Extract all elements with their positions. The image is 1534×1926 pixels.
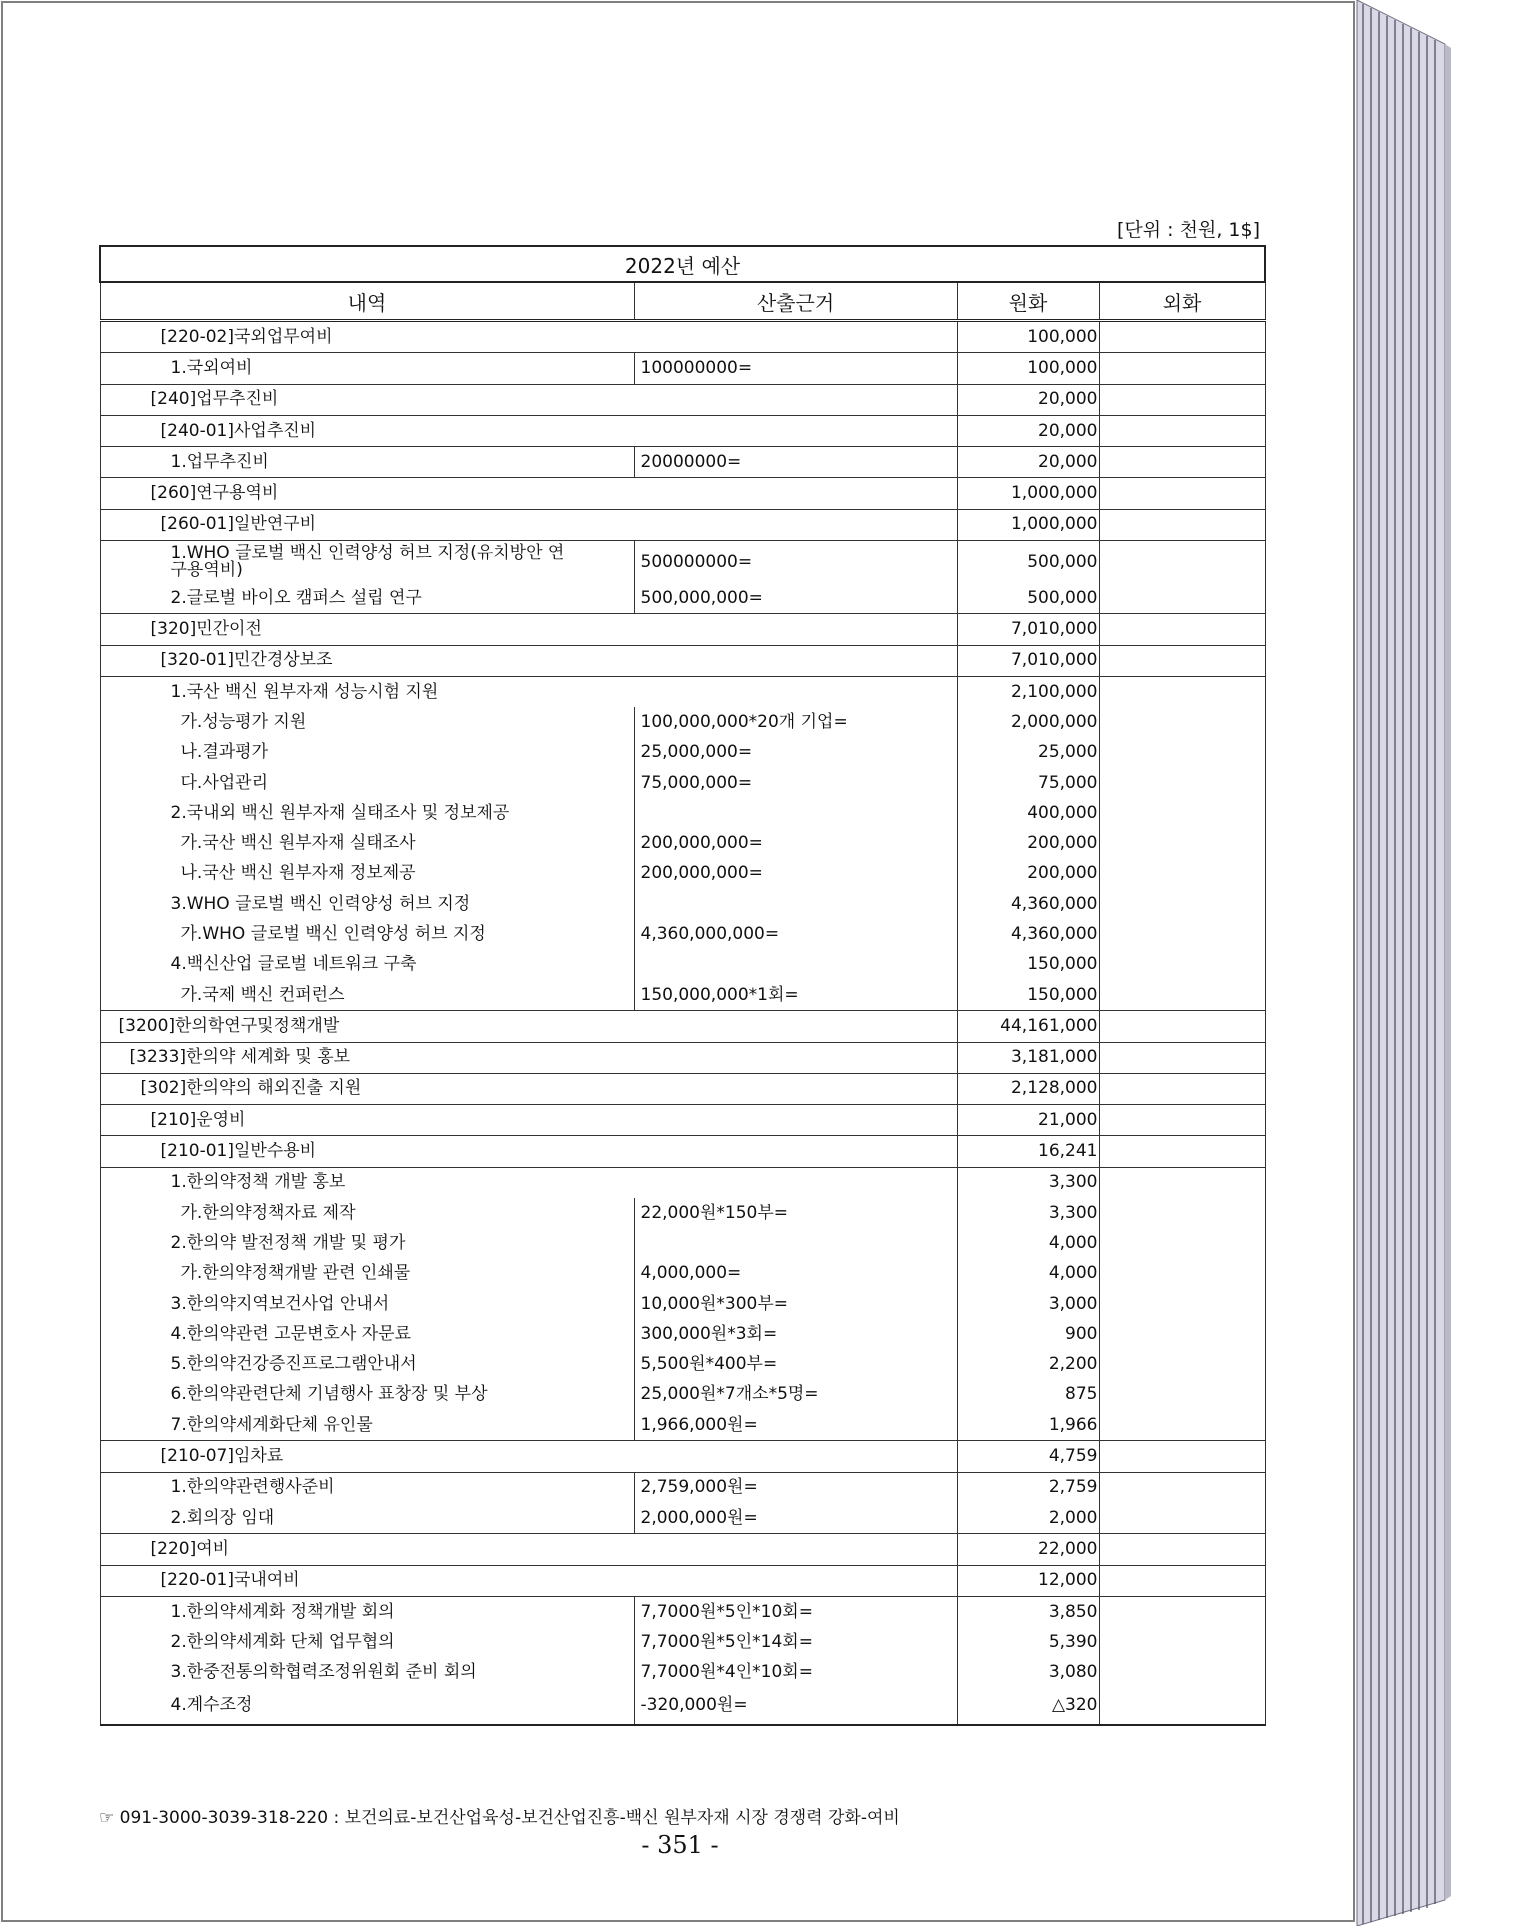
row-description: [100, 478, 957, 509]
row-description: [100, 980, 634, 1011]
row-amount-krw: 3,181,000: [957, 1042, 1099, 1073]
row-description: [100, 1167, 957, 1198]
row-amount-foreign: [1099, 676, 1265, 707]
row-description-text: 다.사업관리: [180, 772, 269, 793]
table-row: [100, 1534, 1265, 1565]
row-description: [100, 1534, 957, 1565]
table-row: [100, 509, 1265, 540]
table-row: [100, 1410, 1265, 1441]
row-amount-foreign: [1099, 950, 1265, 980]
row-amount-foreign: [1099, 321, 1265, 353]
table-row: [100, 384, 1265, 415]
row-basis: 22,000원*150부=: [634, 1198, 957, 1228]
row-amount-krw: 400,000: [957, 798, 1099, 828]
budget-table-body: [100, 321, 1265, 1725]
row-amount-foreign: [1099, 614, 1265, 645]
row-basis: [634, 950, 957, 980]
row-amount-krw: 20,000: [957, 447, 1099, 478]
row-description-text: 가.국산 백신 원부자재 실태조사: [180, 833, 416, 854]
row-description: [100, 541, 634, 584]
row-amount-foreign: [1099, 541, 1265, 584]
row-description: [100, 1228, 634, 1258]
row-basis: 4,000,000=: [634, 1259, 957, 1289]
row-amount-krw: 875: [957, 1380, 1099, 1410]
table-row: [100, 1289, 1265, 1319]
row-description-text: 1.한의약정책 개발 홍보: [170, 1172, 346, 1193]
row-description: [100, 798, 634, 828]
row-description: [100, 768, 634, 798]
table-row: [100, 950, 1265, 980]
row-amount-foreign: [1099, 1042, 1265, 1073]
row-amount-foreign: [1099, 1105, 1265, 1136]
row-amount-foreign: [1099, 1319, 1265, 1349]
row-description-text: 1.한의약세계화 정책개발 회의: [170, 1601, 395, 1622]
row-amount-foreign: [1099, 1503, 1265, 1534]
row-amount-foreign: [1099, 1259, 1265, 1289]
table-row: [100, 1228, 1265, 1258]
row-description: [100, 1042, 957, 1073]
table-row: [100, 415, 1265, 446]
row-basis: 7,7000원*5인*14회=: [634, 1627, 957, 1657]
row-amount-foreign: [1099, 447, 1265, 478]
row-amount-foreign: [1099, 1534, 1265, 1565]
row-description: [100, 1198, 634, 1228]
row-basis: 100,000,000*20개 기업=: [634, 707, 957, 737]
table-row: [100, 321, 1265, 353]
page-stack-edge-decoration: [1355, 0, 1459, 1926]
column-header-description: 내역: [100, 282, 634, 321]
row-amount-foreign: [1099, 1472, 1265, 1503]
document-page: [1, 1, 1355, 1922]
row-amount-krw: 7,010,000: [957, 645, 1099, 676]
table-row: [100, 1042, 1265, 1073]
row-amount-krw: 22,000: [957, 1534, 1099, 1565]
row-amount-foreign: [1099, 1073, 1265, 1104]
table-row: [100, 1472, 1265, 1503]
row-description-text: 2.회의장 임대: [170, 1507, 275, 1528]
row-description-text: 가.성능평가 지원: [180, 711, 307, 732]
table-row: [100, 1657, 1265, 1687]
table-row: [100, 738, 1265, 768]
table-row: [100, 478, 1265, 509]
row-description-text: 3.한의약지역보건사업 안내서: [170, 1293, 390, 1314]
table-row: [100, 583, 1265, 614]
row-basis: 7,7000원*5인*10회=: [634, 1596, 957, 1627]
row-amount-krw: 900: [957, 1319, 1099, 1349]
row-description-text: [3200]한의학연구및정책개발: [118, 1015, 340, 1036]
table-row: [100, 614, 1265, 645]
row-amount-krw: 2,200: [957, 1350, 1099, 1380]
table-row: [100, 1441, 1265, 1472]
row-description: [100, 614, 957, 645]
row-description-text: 가.WHO 글로벌 백신 인력양성 허브 지정: [180, 923, 486, 944]
row-description-text: [240]업무추진비: [150, 389, 279, 410]
row-description-text: 나.국산 백신 원부자재 정보제공: [180, 863, 416, 884]
row-amount-foreign: [1099, 1011, 1265, 1042]
row-description: [100, 676, 957, 707]
row-amount-krw: 3,080: [957, 1657, 1099, 1687]
row-amount-krw: 150,000: [957, 950, 1099, 980]
unit-label: [단위 : 천원, 1$]: [1117, 219, 1260, 241]
table-row: [100, 1596, 1265, 1627]
row-basis: 200,000,000=: [634, 828, 957, 858]
row-description-text: 가.한의약정책자료 제작: [180, 1202, 356, 1223]
row-description-text: [210]운영비: [150, 1109, 246, 1130]
row-description-text: 4.계수조정: [170, 1695, 253, 1716]
column-header-foreign: 외화: [1099, 282, 1265, 321]
row-description-text: 2.한의약 발전정책 개발 및 평가: [170, 1232, 406, 1253]
row-amount-krw: 2,000,000: [957, 707, 1099, 737]
row-description: [100, 1565, 957, 1596]
row-amount-foreign: [1099, 1350, 1265, 1380]
row-amount-foreign: [1099, 980, 1265, 1011]
row-basis: 200,000,000=: [634, 859, 957, 889]
row-basis: [634, 798, 957, 828]
row-description: [100, 1319, 634, 1349]
row-description: [100, 415, 957, 446]
row-description: [100, 889, 634, 919]
row-description-text: 1.업무추진비: [170, 451, 269, 472]
row-basis: 75,000,000=: [634, 768, 957, 798]
row-amount-krw: 2,100,000: [957, 676, 1099, 707]
row-amount-krw: 2,128,000: [957, 1073, 1099, 1104]
row-description: [100, 1289, 634, 1319]
row-amount-krw: 21,000: [957, 1105, 1099, 1136]
row-description-text: 4.백신산업 글로벌 네트워크 구축: [170, 954, 417, 975]
row-amount-foreign: [1099, 1228, 1265, 1258]
row-description: [100, 384, 957, 415]
row-amount-foreign: [1099, 798, 1265, 828]
table-row: [100, 1167, 1265, 1198]
row-description-text: [220-02]국외업무여비: [160, 326, 333, 347]
row-description: [100, 509, 957, 540]
row-basis: 25,000,000=: [634, 738, 957, 768]
row-amount-foreign: [1099, 1289, 1265, 1319]
row-description: [100, 1105, 957, 1136]
row-description: [100, 707, 634, 737]
row-basis: 5,500원*400부=: [634, 1350, 957, 1380]
row-amount-krw: 500,000: [957, 541, 1099, 584]
row-description-text: [260-01]일반연구비: [160, 514, 317, 535]
row-amount-foreign: [1099, 1441, 1265, 1472]
table-row: [100, 1688, 1265, 1725]
row-description-text: 4.한의약관련 고문변호사 자문료: [170, 1323, 412, 1344]
row-description: [100, 738, 634, 768]
row-amount-foreign: [1099, 509, 1265, 540]
table-row: [100, 447, 1265, 478]
row-amount-krw: 2,000: [957, 1503, 1099, 1534]
row-basis: 10,000원*300부=: [634, 1289, 957, 1319]
row-amount-krw: 4,360,000: [957, 889, 1099, 919]
table-row: [100, 798, 1265, 828]
table-row: [100, 1073, 1265, 1104]
row-description: [100, 1011, 957, 1042]
row-description: [100, 1441, 957, 1472]
row-amount-krw: 1,000,000: [957, 509, 1099, 540]
row-basis: 20000000=: [634, 447, 957, 478]
row-description: [100, 1259, 634, 1289]
row-description-text: [3233]한의약 세계화 및 홍보: [129, 1047, 351, 1068]
row-amount-krw: 500,000: [957, 583, 1099, 614]
row-description: [100, 447, 634, 478]
row-description-text: 3.한중전통의학협력조정위원회 준비 회의: [170, 1662, 477, 1683]
row-amount-foreign: [1099, 1167, 1265, 1198]
row-description-text: 2.글로벌 바이오 캠퍼스 설립 연구: [170, 587, 422, 608]
row-amount-krw: 3,300: [957, 1167, 1099, 1198]
table-title: 2022년 예산: [100, 246, 1265, 282]
row-description: [100, 828, 634, 858]
row-amount-krw: △320: [957, 1688, 1099, 1725]
row-amount-foreign: [1099, 828, 1265, 858]
row-description: [100, 1627, 634, 1657]
row-amount-krw: 1,000,000: [957, 478, 1099, 509]
row-description-text: [302]한의약의 해외진출 지원: [140, 1078, 362, 1099]
row-description-text: 가.한의약정책개발 관련 인쇄물: [180, 1263, 411, 1284]
row-amount-foreign: [1099, 889, 1265, 919]
row-description: [100, 1688, 634, 1725]
row-amount-krw: 2,759: [957, 1472, 1099, 1503]
table-row: [100, 859, 1265, 889]
row-description-text: 7.한의약세계화단체 유인물: [170, 1414, 373, 1435]
row-description: [100, 1350, 634, 1380]
row-amount-krw: 3,300: [957, 1198, 1099, 1228]
row-description: [100, 1657, 634, 1687]
row-basis: 300,000원*3회=: [634, 1319, 957, 1349]
page-number: - 351 -: [641, 1831, 719, 1859]
row-amount-krw: 4,360,000: [957, 919, 1099, 949]
row-amount-foreign: [1099, 1627, 1265, 1657]
column-header-basis: 산출근거: [634, 282, 957, 321]
row-amount-foreign: [1099, 1380, 1265, 1410]
table-row: [100, 889, 1265, 919]
table-row: [100, 1198, 1265, 1228]
row-basis: 150,000,000*1회=: [634, 980, 957, 1011]
row-description: [100, 1380, 634, 1410]
row-amount-foreign: [1099, 1596, 1265, 1627]
row-amount-krw: 7,010,000: [957, 614, 1099, 645]
row-amount-foreign: [1099, 353, 1265, 384]
row-basis: 1,966,000원=: [634, 1410, 957, 1441]
row-description-text: 1.한의약관련행사준비: [170, 1477, 335, 1498]
table-row: [100, 828, 1265, 858]
row-description-text: [210-07]임차료: [160, 1446, 284, 1467]
table-row: [100, 645, 1265, 676]
row-amount-foreign: [1099, 707, 1265, 737]
table-row: [100, 1011, 1265, 1042]
row-description-text: 2.국내외 백신 원부자재 실태조사 및 정보제공: [170, 802, 510, 823]
row-description-text: 6.한의약관련단체 기념행사 표창장 및 부상: [170, 1384, 488, 1405]
row-amount-foreign: [1099, 478, 1265, 509]
row-description-text: [320-01]민간경상보조: [160, 650, 333, 671]
row-basis: -320,000원=: [634, 1688, 957, 1725]
row-amount-krw: 4,759: [957, 1441, 1099, 1472]
row-description: [100, 950, 634, 980]
row-description: [100, 919, 634, 949]
row-description-text: [220-01]국내여비: [160, 1570, 300, 1591]
table-row: [100, 768, 1265, 798]
row-amount-foreign: [1099, 1410, 1265, 1441]
row-amount-foreign: [1099, 415, 1265, 446]
row-amount-krw: 100,000: [957, 353, 1099, 384]
row-description-text: 1.국외여비: [170, 357, 253, 378]
row-basis: 100000000=: [634, 353, 957, 384]
row-amount-krw: 12,000: [957, 1565, 1099, 1596]
table-row: [100, 1503, 1265, 1534]
table-row: [100, 707, 1265, 737]
row-amount-foreign: [1099, 1657, 1265, 1687]
table-row: [100, 541, 1265, 584]
row-amount-krw: 4,000: [957, 1228, 1099, 1258]
table-row: [100, 1136, 1265, 1167]
row-amount-krw: 100,000: [957, 321, 1099, 353]
table-row: [100, 1627, 1265, 1657]
row-description: [100, 321, 957, 353]
row-amount-krw: 20,000: [957, 384, 1099, 415]
row-amount-foreign: [1099, 919, 1265, 949]
row-amount-krw: 16,241: [957, 1136, 1099, 1167]
row-description: [100, 645, 957, 676]
row-amount-foreign: [1099, 583, 1265, 614]
row-description-text: [210-01]일반수용비: [160, 1141, 317, 1162]
row-amount-krw: 5,390: [957, 1627, 1099, 1657]
row-description: [100, 1410, 634, 1441]
row-amount-foreign: [1099, 768, 1265, 798]
row-amount-foreign: [1099, 1198, 1265, 1228]
row-amount-krw: 3,850: [957, 1596, 1099, 1627]
table-row: [100, 1380, 1265, 1410]
table-row: [100, 980, 1265, 1011]
row-amount-krw: 1,966: [957, 1410, 1099, 1441]
row-description-text: [240-01]사업추진비: [160, 420, 317, 441]
table-row: [100, 353, 1265, 384]
row-basis: 25,000원*7개소*5명=: [634, 1380, 957, 1410]
row-basis: 7,7000원*4인*10회=: [634, 1657, 957, 1687]
row-basis: 500000000=: [634, 541, 957, 584]
table-row: [100, 919, 1265, 949]
row-description-text: [320]민간이전: [150, 619, 262, 640]
row-description: [100, 583, 634, 614]
row-basis: 2,759,000원=: [634, 1472, 957, 1503]
row-amount-krw: 200,000: [957, 859, 1099, 889]
row-description: [100, 1073, 957, 1104]
table-row: [100, 1319, 1265, 1349]
row-description-text: [220]여비: [150, 1538, 230, 1559]
row-description-text: 1.국산 백신 원부자재 성능시험 지원: [170, 681, 439, 702]
row-description: [100, 1503, 634, 1534]
row-basis: 4,360,000,000=: [634, 919, 957, 949]
row-description-text: [260]연구용역비: [150, 483, 279, 504]
row-basis: 500,000,000=: [634, 583, 957, 614]
row-amount-foreign: [1099, 859, 1265, 889]
footnote: ☞ 091-3000-3039-318-220 : 보건의료-보건산업육성-보건산업진흥-백신 원부자재 시장 경쟁력 강화-여비: [99, 1808, 900, 1828]
budget-table: [99, 245, 1266, 1726]
table-row: [100, 1105, 1265, 1136]
row-description: [100, 1596, 634, 1627]
row-amount-foreign: [1099, 645, 1265, 676]
row-description-text: 1.WHO 글로벌 백신 인력양성 허브 지정(유치방안 연구용역비): [170, 542, 565, 580]
table-row: [100, 1259, 1265, 1289]
table-row: [100, 676, 1265, 707]
row-description-text: 3.WHO 글로벌 백신 인력양성 허브 지정: [170, 893, 471, 914]
row-description: [100, 1136, 957, 1167]
row-amount-krw: 150,000: [957, 980, 1099, 1011]
row-description-text: 나.결과평가: [180, 742, 269, 763]
row-description: [100, 353, 634, 384]
row-description-text: 가.국제 백신 컨퍼런스: [180, 984, 345, 1005]
row-amount-krw: 3,000: [957, 1289, 1099, 1319]
row-amount-krw: 20,000: [957, 415, 1099, 446]
row-amount-krw: 200,000: [957, 828, 1099, 858]
row-basis: 2,000,000원=: [634, 1503, 957, 1534]
column-header-krw: 원화: [957, 282, 1099, 321]
row-amount-krw: 75,000: [957, 768, 1099, 798]
row-amount-krw: 44,161,000: [957, 1011, 1099, 1042]
row-amount-foreign: [1099, 1688, 1265, 1725]
row-description: [100, 859, 634, 889]
row-description-text: 2.한의약세계화 단체 업무협의: [170, 1631, 395, 1652]
row-amount-foreign: [1099, 1565, 1265, 1596]
row-amount-foreign: [1099, 1136, 1265, 1167]
row-basis: [634, 889, 957, 919]
table-row: [100, 1565, 1265, 1596]
row-description: [100, 1472, 634, 1503]
table-row: [100, 1350, 1265, 1380]
row-amount-krw: 25,000: [957, 738, 1099, 768]
row-amount-foreign: [1099, 738, 1265, 768]
row-amount-krw: 4,000: [957, 1259, 1099, 1289]
row-basis: [634, 1228, 957, 1258]
row-amount-foreign: [1099, 384, 1265, 415]
row-description-text: 5.한의약건강증진프로그램안내서: [170, 1354, 417, 1375]
